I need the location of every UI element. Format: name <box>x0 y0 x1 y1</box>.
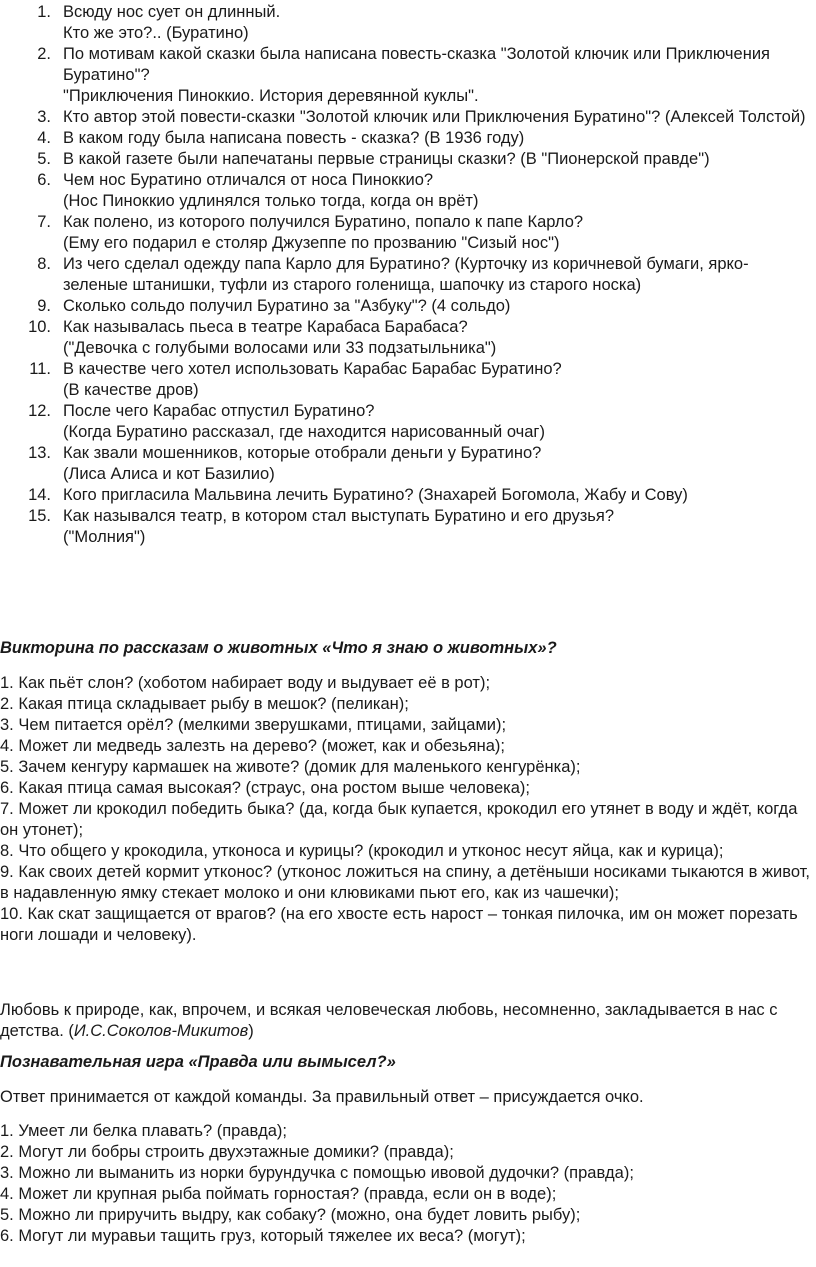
item-number: 3. <box>37 108 51 126</box>
answer-text: ("Девочка с голубыми волосами или 33 подзатыльника") <box>63 339 497 357</box>
list-item: 2. Могут ли бобры строить двухэтажные домики? (правда); <box>0 1143 454 1161</box>
list-item: 5. Зачем кенгуру кармашек на животе? (домик для маленького кенгурёнка); <box>0 758 581 776</box>
item-number: 8. <box>37 255 51 273</box>
list-item: 5. Можно ли приручить выдру, как собаку? (можно, она будет ловить рыбу); <box>0 1206 581 1224</box>
question-text: Как звали мошенников, которые отобрали деньги у Буратино? <box>63 444 542 462</box>
list-item: 4. Может ли крупная рыба поймать горностая? (правда, если он в воде); <box>0 1185 557 1203</box>
answer-text: (Нос Пиноккио удлинялся только тогда, когда он врёт) <box>63 192 479 210</box>
list-item <box>0 485 816 506</box>
item-number: 14. <box>28 486 51 504</box>
list-item <box>0 107 816 128</box>
answer-text: (В качестве дров) <box>63 381 199 399</box>
item-number: 11. <box>29 360 51 378</box>
item-number: 10. <box>28 318 51 336</box>
list-item: 1. Умеет ли белка плавать? (правда); <box>0 1122 287 1140</box>
quote-author: И.С.Соколов-Микитов <box>73 1022 249 1040</box>
list-item: 7. Может ли крокодил победить быка? (да, когда бык купается, крокодил его утянет в воду и ждёт, когда он утонет); <box>0 800 798 839</box>
item-number: 15. <box>28 507 51 525</box>
item-number: 7. <box>37 213 51 231</box>
quote-text: Любовь к природе, как, впрочем, и всякая человеческая любовь, несомненно, закладывается в нас с детства. ( <box>0 1001 778 1040</box>
list-item: 2. Какая птица складывает рыбу в мешок? (пеликан); <box>0 695 409 713</box>
answer-text: "Приключения Пиноккио. История деревянной куклы". <box>63 87 479 105</box>
list-item <box>0 170 816 212</box>
list-item: 8. Что общего у крокодила, утконоса и курицы? (крокодил и утконос несут яйца, как и курица); <box>0 842 724 860</box>
item-number: 9. <box>37 297 51 315</box>
answer-text: (Лиса Алиса и кот Базилио) <box>63 465 275 483</box>
game-list <box>0 1121 812 1247</box>
game-heading: Познавательная игра «Правда или вымысел?» <box>0 1053 396 1071</box>
list-item: 10. Как скат защищается от врагов? (на его хвосте есть нарост – тонкая пилочка, им он может порезать ноги лошади и человеку). <box>0 905 798 944</box>
question-text: По мотивам какой сказки была написана повесть-сказка "Золотой ключик или Приключения Буратино"? <box>63 45 770 84</box>
list-item <box>0 44 816 107</box>
item-number: 5. <box>37 150 51 168</box>
question-text: Сколько сольдо получил Буратино за "Азбуку"? (4 сольдо) <box>63 297 511 315</box>
question-text: В каком году была написана повесть - сказка? (В 1936 году) <box>63 129 525 147</box>
quote-close: ) <box>248 1022 254 1040</box>
list-item <box>0 296 816 317</box>
question-text: После чего Карабас отпустил Буратино? <box>63 402 375 420</box>
question-text: Кто автор этой повести-сказки "Золотой ключик или Приключения Буратино"? (Алексей Толстой) <box>63 108 806 126</box>
list-item: 4. Может ли медведь залезть на дерево? (может, как и обезьяна); <box>0 737 505 755</box>
list-item <box>0 128 816 149</box>
answer-text: (Когда Буратино рассказал, где находится нарисованный очаг) <box>63 423 545 441</box>
question-text: В какой газете были напечатаны первые страницы сказки? (В "Пионерской правде") <box>63 150 710 168</box>
list-item <box>0 317 816 359</box>
list-item: 9. Как своих детей кормит утконос? (утконос ложиться на спину, а детёныши носиками тыкаются в живот, в надавленную ямку стекает молоко и они клювиками пьют его, как из чашечки); <box>0 863 810 902</box>
item-number: 13. <box>28 444 51 462</box>
answer-text: ("Молния") <box>63 528 146 546</box>
list-item: 1. Как пьёт слон? (хоботом набирает воду и выдувает её в рот); <box>0 674 491 692</box>
list-item <box>0 212 816 254</box>
list-item: 3. Чем питается орёл? (мелкими зверушками, птицами, зайцами); <box>0 716 507 734</box>
list-item <box>0 443 816 485</box>
item-number: 6. <box>37 171 51 189</box>
question-text: Как назывался театр, в котором стал выступать Буратино и его друзья? <box>63 507 615 525</box>
question-text: В качестве чего хотел использовать Карабас Барабас Буратино? <box>63 360 562 378</box>
answer-text: (Ему его подарил е столяр Джузеппе по прозванию "Сизый нос") <box>63 234 560 252</box>
list-item <box>0 506 816 548</box>
animals-quiz-list <box>0 673 812 946</box>
question-text: Чем нос Буратино отличался от носа Пиноккио? <box>63 171 434 189</box>
list-item <box>0 2 816 44</box>
answer-text: Кто же это?.. (Буратино) <box>63 24 249 42</box>
item-number: 2. <box>37 45 51 63</box>
question-text: Кого пригласила Мальвина лечить Буратино? (Знахарей Богомола, Жабу и Сову) <box>63 486 688 504</box>
item-number: 12. <box>28 402 51 420</box>
list-item: 6. Какая птица самая высокая? (страус, она ростом выше человека); <box>0 779 530 797</box>
question-text: Как полено, из которого получился Буратино, попало к папе Карло? <box>63 213 584 231</box>
animals-quiz-heading: Викторина по рассказам о животных «Что я знаю о животных»? <box>0 639 557 657</box>
list-item: 6. Могут ли муравьи тащить груз, который тяжелее их веса? (могут); <box>0 1227 526 1245</box>
question-text: Как называлась пьеса в театре Карабаса Барабаса? <box>63 318 468 336</box>
list-item <box>0 254 816 296</box>
list-item <box>0 401 816 443</box>
list-item: 3. Можно ли выманить из норки бурундучка с помощью ивовой дудочки? (правда); <box>0 1164 634 1182</box>
item-number: 4. <box>37 129 51 147</box>
item-number: 1. <box>37 3 51 21</box>
buratino-quiz-list <box>0 2 816 548</box>
question-text: Из чего сделал одежду папа Карло для Буратино? (Курточку из коричневой бумаги, ярко-зеленые штанишки, туфли из старого голенища, шапочку из старого носка) <box>63 255 749 294</box>
list-item <box>0 359 816 401</box>
list-item <box>0 149 816 170</box>
game-intro: Ответ принимается от каждой команды. За правильный ответ – присуждается очко. <box>0 1088 644 1106</box>
question-text: Всюду нос сует он длинный. <box>63 3 281 21</box>
nature-quote <box>0 1000 812 1042</box>
